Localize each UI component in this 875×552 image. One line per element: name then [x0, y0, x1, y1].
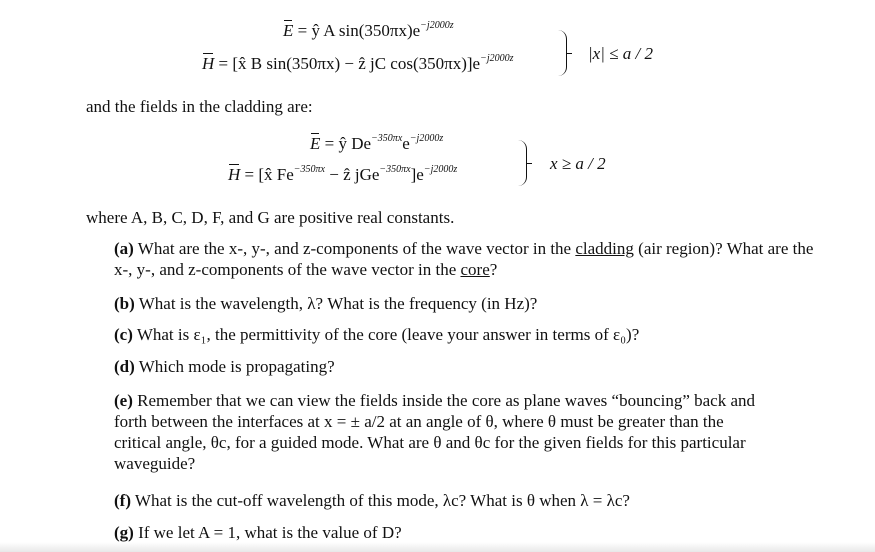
cladding-condition: x ≥ a / 2: [550, 154, 606, 173]
core-h-equation: [202, 55, 514, 72]
cladding-e-equation: E = ŷ $De^{-350\pi x}e^{-j2000z}$: [310, 133, 444, 153]
core-e-equation: [283, 22, 454, 39]
cladding-intro: and the fields in the cladding are:: [86, 97, 313, 116]
h-field-symbol: H: [202, 54, 215, 73]
constants-statement: where A, B, C, D, F, and G are positive real constants.: [86, 208, 455, 227]
question-b-label: (b): [114, 294, 135, 313]
core-condition: |x| ≤ a / 2: [588, 44, 653, 63]
cladding-underlined: cladding: [575, 239, 634, 258]
question-g: (g) If we let A = 1, what is the value of D?: [114, 523, 402, 542]
core-h-rhs: = [x̂ B sin(350πx) − ẑ jC cos(350πx)]e: [214, 54, 481, 73]
e-field-symbol: E: [283, 21, 294, 40]
question-f-label: (f): [114, 491, 131, 510]
question-d-label: (d): [114, 357, 135, 376]
question-e: (e) Remember that we can view the fields inside the core as plane waves “bouncing” back and forth between the interfaces at x = ± a/2 at an angle of θ, where θ must be greater than the critical angle, θc, for a guided mode. What are θ and θc for the given fields for this particular waveguide?: [114, 391, 756, 473]
question-a: (a) What are the x-, y-, and z-components of the wave vector in the cladding (air region)? What are the x-, y-, and z-components of the wave vector in the core?: [114, 239, 814, 279]
question-f: (f) What is the cut-off wavelength of this mode, λc? What is θ when λ = λc?: [114, 491, 630, 510]
question-c-label: (c): [114, 325, 133, 344]
question-d: (d) Which mode is propagating?: [114, 357, 335, 376]
core-h-exponent: −j2000z: [480, 53, 514, 64]
core-underlined: core: [460, 260, 490, 279]
core-e-exponent: −j2000z: [420, 20, 454, 31]
e-field-symbol: E: [310, 134, 321, 153]
question-a-label: (a): [114, 239, 134, 258]
cladding-brace: [518, 140, 527, 186]
cladding-h-equation: H = [x̂ $Fe^{-350\pi x}$ − ẑ $jGe^{-350\pi x}]e^{-j2000z}$: [228, 164, 458, 184]
core-e-rhs: = ŷ A sin(350πx)e: [293, 21, 421, 40]
page-bottom-edge: [0, 542, 875, 552]
question-c: (c) What is ε₁, the permittivity of the core (leave your answer in terms of ε₀)?: [114, 325, 640, 344]
question-b: (b) What is the wavelength, λ? What is the frequency (in Hz)?: [114, 294, 538, 313]
question-e-label: (e): [114, 391, 133, 410]
h-field-symbol: H: [228, 165, 241, 184]
question-g-label: (g): [114, 523, 134, 542]
core-brace: [558, 30, 567, 76]
